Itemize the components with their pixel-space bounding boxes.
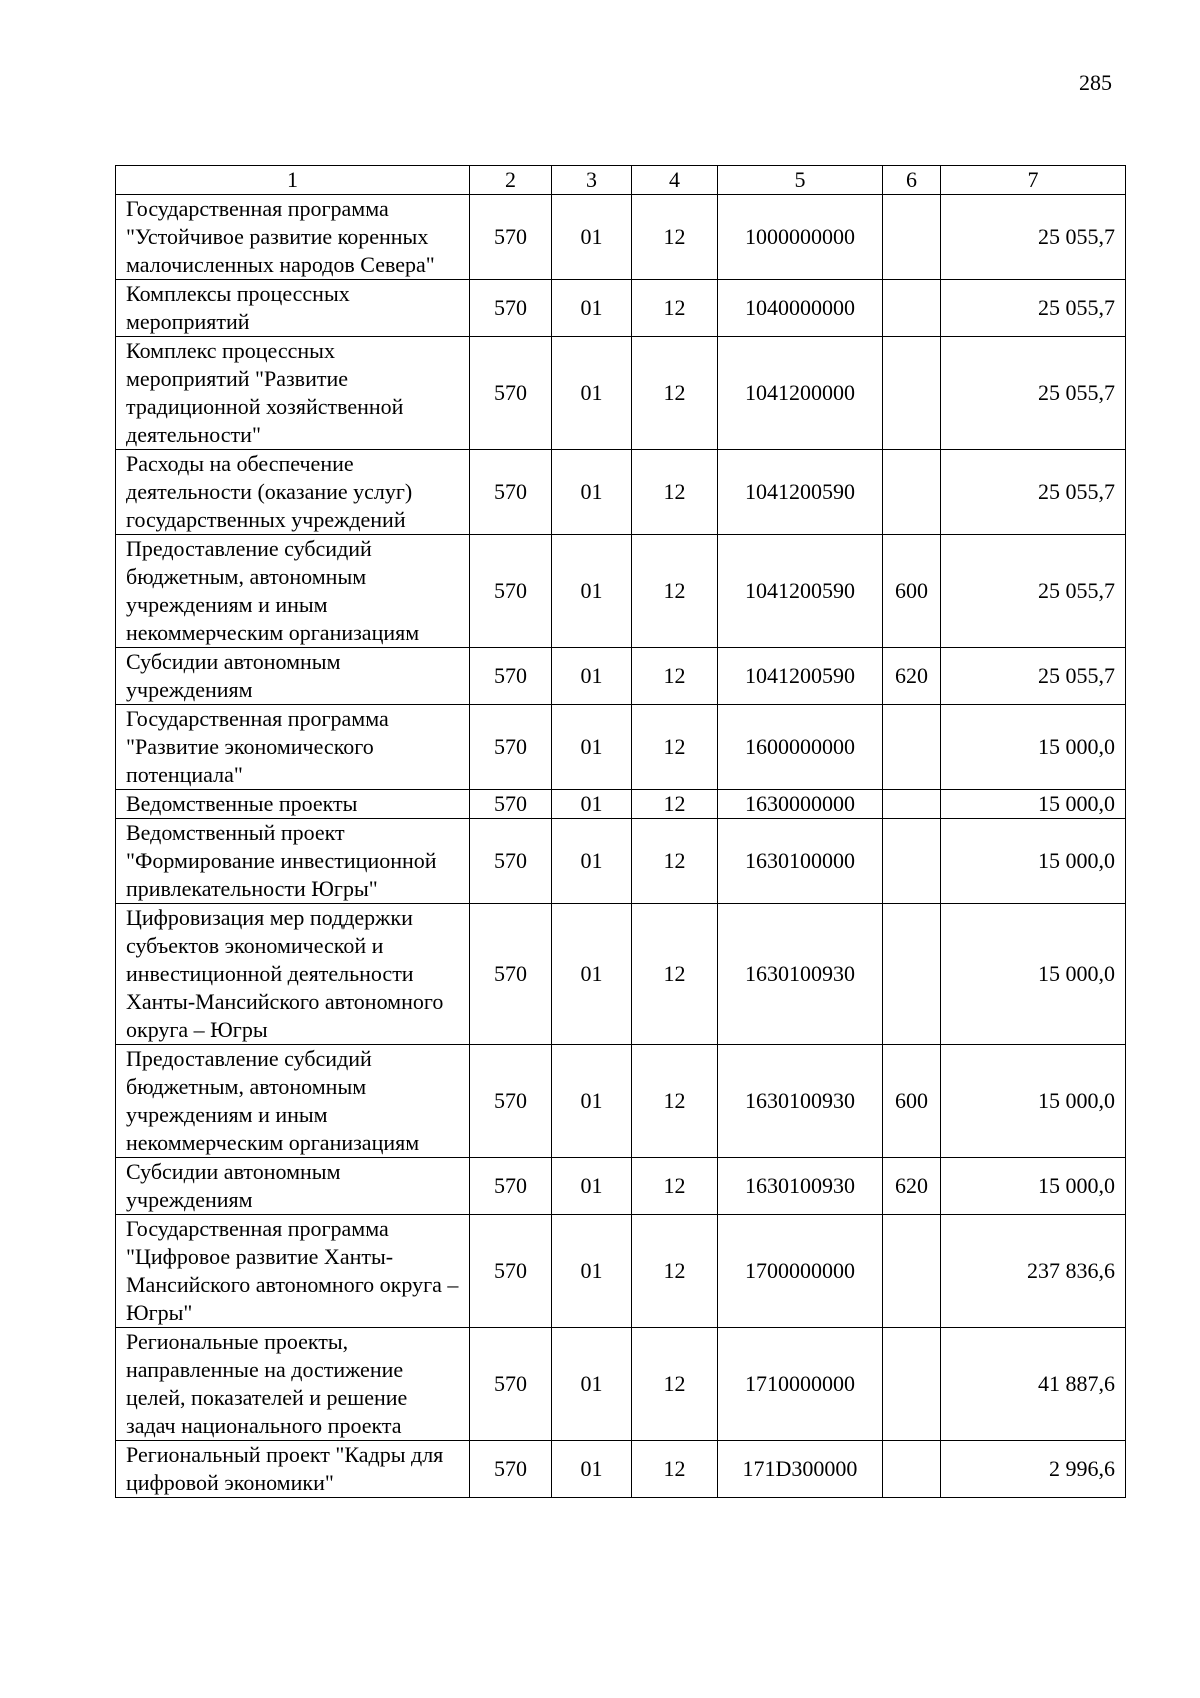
- cell-col-2: 570: [470, 1441, 552, 1498]
- cell-col-5: 1630100930: [718, 1158, 883, 1215]
- cell-col-3: 01: [552, 1158, 632, 1215]
- column-header-6: 6: [883, 166, 941, 195]
- cell-col-3: 01: [552, 790, 632, 819]
- cell-col-5: 1041200590: [718, 450, 883, 535]
- cell-col-6: 600: [883, 535, 941, 648]
- cell-col-6: [883, 337, 941, 450]
- cell-col-5: 1041200000: [718, 337, 883, 450]
- table-row: [116, 705, 1126, 790]
- cell-col-2: 570: [470, 790, 552, 819]
- cell-col-5: 1600000000: [718, 705, 883, 790]
- cell-col-2: 570: [470, 337, 552, 450]
- cell-col-6: [883, 819, 941, 904]
- cell-name: Цифровизация мер поддержки субъектов экономической и инвестиционной деятельности Ханты-Мансийского автономного округа – Югры: [116, 904, 470, 1045]
- cell-name: Предоставление субсидий бюджетным, автономным учреждениям и иным некоммерческим организациям: [116, 1045, 470, 1158]
- column-header-4: 4: [632, 166, 718, 195]
- table-body: [116, 195, 1126, 1498]
- cell-col-7: 15 000,0: [941, 1045, 1126, 1158]
- cell-col-4: 12: [632, 1328, 718, 1441]
- table-row: [116, 648, 1126, 705]
- table-row: [116, 337, 1126, 450]
- cell-col-5: 1630100930: [718, 904, 883, 1045]
- cell-col-4: 12: [632, 648, 718, 705]
- cell-col-3: 01: [552, 648, 632, 705]
- cell-col-6: 620: [883, 1158, 941, 1215]
- cell-col-3: 01: [552, 1328, 632, 1441]
- cell-col-5: 1000000000: [718, 195, 883, 280]
- cell-col-5: 1700000000: [718, 1215, 883, 1328]
- cell-col-4: 12: [632, 705, 718, 790]
- cell-col-4: 12: [632, 904, 718, 1045]
- cell-col-7: 25 055,7: [941, 337, 1126, 450]
- cell-name: Расходы на обеспечение деятельности (оказание услуг) государственных учреждений: [116, 450, 470, 535]
- cell-col-6: [883, 904, 941, 1045]
- cell-col-6: 600: [883, 1045, 941, 1158]
- table-row: [116, 1158, 1126, 1215]
- cell-col-6: [883, 195, 941, 280]
- cell-col-6: [883, 450, 941, 535]
- cell-col-3: 01: [552, 1441, 632, 1498]
- cell-col-3: 01: [552, 1045, 632, 1158]
- cell-col-4: 12: [632, 450, 718, 535]
- cell-col-2: 570: [470, 535, 552, 648]
- cell-col-3: 01: [552, 705, 632, 790]
- cell-col-7: 237 836,6: [941, 1215, 1126, 1328]
- cell-col-2: 570: [470, 1215, 552, 1328]
- cell-col-2: 570: [470, 450, 552, 535]
- cell-col-4: 12: [632, 280, 718, 337]
- cell-col-2: 570: [470, 1158, 552, 1215]
- cell-name: Государственная программа "Устойчивое развитие коренных малочисленных народов Севера": [116, 195, 470, 280]
- cell-col-4: 12: [632, 790, 718, 819]
- cell-col-6: [883, 790, 941, 819]
- cell-name: Государственная программа "Развитие экономического потенциала": [116, 705, 470, 790]
- cell-col-3: 01: [552, 1215, 632, 1328]
- cell-col-4: 12: [632, 1441, 718, 1498]
- cell-col-4: 12: [632, 1215, 718, 1328]
- cell-name: Региональные проекты, направленные на достижение целей, показателей и решение задач национального проекта: [116, 1328, 470, 1441]
- cell-col-7: 25 055,7: [941, 450, 1126, 535]
- cell-name: Субсидии автономным учреждениям: [116, 648, 470, 705]
- cell-col-6: [883, 280, 941, 337]
- cell-name: Предоставление субсидий бюджетным, автономным учреждениям и иным некоммерческим организациям: [116, 535, 470, 648]
- cell-col-6: [883, 1328, 941, 1441]
- column-header-2: 2: [470, 166, 552, 195]
- cell-col-3: 01: [552, 450, 632, 535]
- table-header-row: [116, 166, 1126, 195]
- cell-col-7: 15 000,0: [941, 1158, 1126, 1215]
- table-row: [116, 450, 1126, 535]
- cell-col-3: 01: [552, 535, 632, 648]
- column-header-5: 5: [718, 166, 883, 195]
- budget-table: [115, 165, 1126, 1498]
- column-header-3: 3: [552, 166, 632, 195]
- cell-col-6: [883, 705, 941, 790]
- cell-col-7: 25 055,7: [941, 195, 1126, 280]
- table-row: [116, 280, 1126, 337]
- column-header-1: 1: [116, 166, 470, 195]
- cell-name: Комплекс процессных мероприятий "Развитие традиционной хозяйственной деятельности": [116, 337, 470, 450]
- page-number: 285: [1079, 70, 1112, 95]
- cell-col-6: 620: [883, 648, 941, 705]
- cell-col-7: 15 000,0: [941, 705, 1126, 790]
- cell-col-2: 570: [470, 705, 552, 790]
- cell-col-3: 01: [552, 904, 632, 1045]
- cell-col-2: 570: [470, 904, 552, 1045]
- table-row: [116, 790, 1126, 819]
- cell-col-4: 12: [632, 1045, 718, 1158]
- cell-col-5: 1630000000: [718, 790, 883, 819]
- table-row: [116, 819, 1126, 904]
- cell-col-7: 41 887,6: [941, 1328, 1126, 1441]
- cell-col-3: 01: [552, 280, 632, 337]
- cell-col-5: 1041200590: [718, 535, 883, 648]
- table-row: [116, 195, 1126, 280]
- cell-col-7: 15 000,0: [941, 819, 1126, 904]
- table-row: [116, 904, 1126, 1045]
- cell-name: Комплексы процессных мероприятий: [116, 280, 470, 337]
- cell-col-3: 01: [552, 195, 632, 280]
- cell-col-7: 15 000,0: [941, 790, 1126, 819]
- cell-col-7: 15 000,0: [941, 904, 1126, 1045]
- table-row: [116, 1441, 1126, 1498]
- cell-col-2: 570: [470, 1045, 552, 1158]
- cell-col-7: 25 055,7: [941, 280, 1126, 337]
- cell-col-5: 171D300000: [718, 1441, 883, 1498]
- cell-name: Субсидии автономным учреждениям: [116, 1158, 470, 1215]
- column-header-7: 7: [941, 166, 1126, 195]
- cell-name: Ведомственный проект "Формирование инвестиционной привлекательности Югры": [116, 819, 470, 904]
- cell-col-5: 1710000000: [718, 1328, 883, 1441]
- table-row: [116, 1045, 1126, 1158]
- cell-col-4: 12: [632, 1158, 718, 1215]
- table-row: [116, 1328, 1126, 1441]
- cell-col-6: [883, 1215, 941, 1328]
- cell-col-5: 1041200590: [718, 648, 883, 705]
- cell-col-4: 12: [632, 535, 718, 648]
- cell-col-3: 01: [552, 337, 632, 450]
- cell-col-7: 2 996,6: [941, 1441, 1126, 1498]
- table-row: [116, 535, 1126, 648]
- cell-col-4: 12: [632, 337, 718, 450]
- cell-col-7: 25 055,7: [941, 535, 1126, 648]
- cell-col-7: 25 055,7: [941, 648, 1126, 705]
- table-row: [116, 1215, 1126, 1328]
- cell-name: Государственная программа "Цифровое развитие Ханты-Мансийского автономного округа – Югры": [116, 1215, 470, 1328]
- cell-col-5: 1630100000: [718, 819, 883, 904]
- cell-col-3: 01: [552, 819, 632, 904]
- cell-col-4: 12: [632, 195, 718, 280]
- cell-col-6: [883, 1441, 941, 1498]
- cell-col-2: 570: [470, 819, 552, 904]
- cell-col-2: 570: [470, 1328, 552, 1441]
- cell-name: Ведомственные проекты: [116, 790, 470, 819]
- cell-col-2: 570: [470, 648, 552, 705]
- cell-col-2: 570: [470, 280, 552, 337]
- cell-col-5: 1040000000: [718, 280, 883, 337]
- cell-name: Региональный проект "Кадры для цифровой экономики": [116, 1441, 470, 1498]
- cell-col-2: 570: [470, 195, 552, 280]
- cell-col-5: 1630100930: [718, 1045, 883, 1158]
- cell-col-4: 12: [632, 819, 718, 904]
